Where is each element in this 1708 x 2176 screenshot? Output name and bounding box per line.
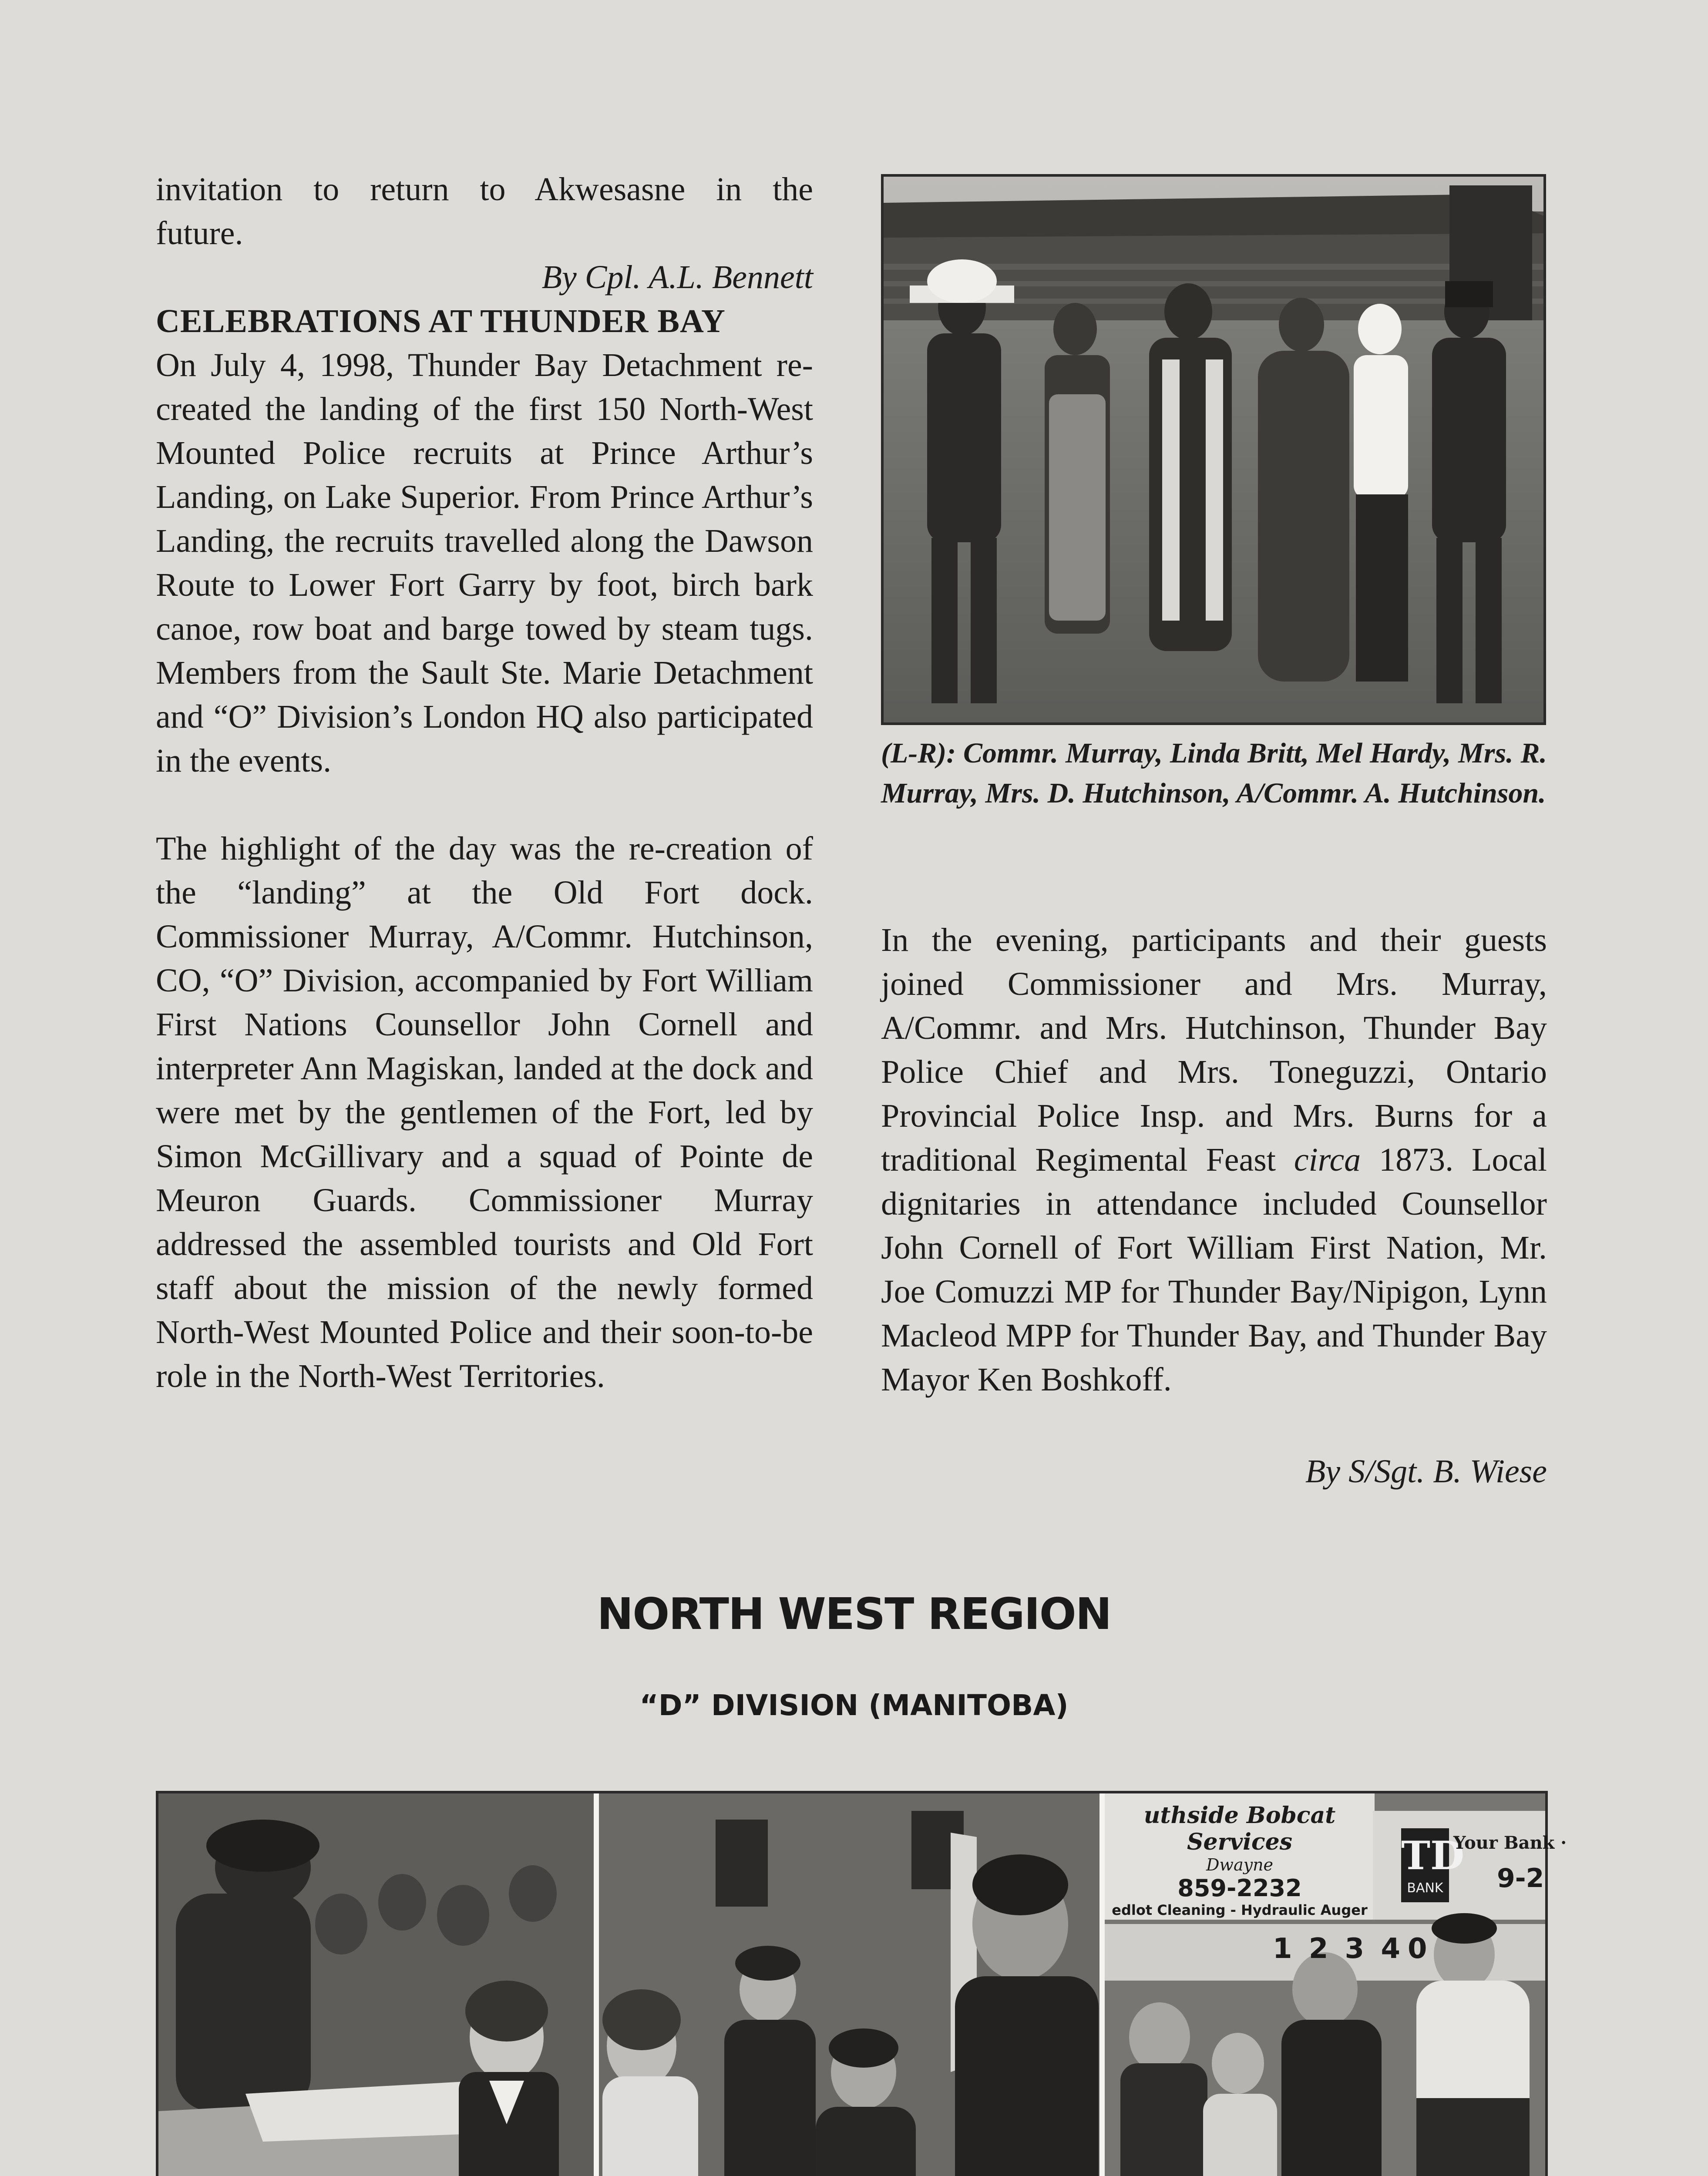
article2-paragraph-1: On July 4, 1998, Thunder Bay Detachment re-created the landing of the first 150 North-West Mounted Police recruits at Prince Arthur’s Landing, on Lake Superior. From Prince Arthur’s Landing, the recruits travelled along the Dawson Route to Lower Fort Garry by foot, birch bark canoe, row boat and barge towed by steam tugs. Members from the Sault Ste. Marie Detachment and “O” Division’s London HQ also participated in the events. [156,347,813,779]
group-photo [881,174,1546,725]
group-photo-illustration [884,177,1543,722]
bank-slogan: Your Bank · [1453,1833,1567,1853]
bobcat-sign-phone: 859-2232 [1177,1874,1302,1902]
right-column [881,733,1547,813]
region-title: NORTH WEST REGION [597,1588,1111,1639]
paragraph-spacer [156,783,813,827]
article2-byline: By S/Sgt. B. Wiese [1305,1453,1547,1490]
article2-paragraph-3-part-1: In the evening, participants and their guests joined Commissioner and Mrs. Murray, A/Commr. and Mrs. Hutchinson, Thunder Bay Police Chief and Mrs. Toneguzzi, Ontario Provincial Police Insp. and Mrs. Burns for a traditional Regimental Feast [881,922,1547,1178]
bobcat-sign-text [1105,1802,1375,1918]
number-strip-extra: 0 [1408,1933,1427,1965]
article2-paragraph-3-part-2: 1873. Local dignitaries in attendance included Counsellor John Cornell of Fort William First Nation, Mr. Joe Comuzzi MP for Thunder Bay/Nipigon, Lynn Macleod MPP for Thunder Bay, and Thunder Bay Mayor Ken Boshkoff. [881,1142,1547,1398]
bobcat-sign-services: edlot Cleaning - Hydraulic Auger [1112,1902,1368,1918]
article2-paragraph-2: The highlight of the day was the re-creation of the “landing” at the Old Fort dock. Commissioner Murray, A/Commr. Hutchinson, CO, “O” Division, accompanied by Fort William First Nations Counsellor John Cornell and interpreter Ann Magiskan, landed at the dock and were met by the gentlemen of the Fort, led by Simon McGillivary and a squad of Pointe de Meuron Guards. Commissioner Murray addressed the assembled tourists and Old Fort staff about the mission of the newly formed North-West Mounted Police and their soon-to-be role in the North-West Territories. [156,830,813,1394]
bank-phone: 9-2 [1497,1863,1544,1894]
group-photo-caption: (L-R): Commr. Murray, Linda Britt, Mel Hardy, Mrs. R. Murray, Mrs. D. Hutchinson, A/Commr. A. Hutchinson. [881,737,1547,809]
article2-paragraph-3 [881,918,1547,1402]
number-strip: 1 2 3 4 [1273,1933,1404,1965]
article1-line1: invitation to return to Akwesasne in the [156,171,813,208]
article2-paragraph-3-italic: circa [1294,1142,1361,1178]
article1-line2: future. [156,215,243,252]
td-bank-logo: TD [1401,1833,1465,1879]
article1-byline: By Cpl. A.L. Bennett [541,259,813,296]
article2-heading: CELEBRATIONS AT THUNDER BAY [156,303,726,339]
bobcat-sign-name: uthside Bobcat Services [1143,1802,1336,1855]
bobcat-sign-owner: Dwayne [1206,1855,1274,1874]
td-bank-label: BANK [1407,1880,1443,1896]
division-subtitle: “D” DIVISION (MANITOBA) [639,1689,1069,1722]
photo-strip [156,1791,1567,2176]
byline-spacer [881,1402,1547,1450]
left-column [156,168,813,1398]
right-column-text [881,918,1547,1494]
